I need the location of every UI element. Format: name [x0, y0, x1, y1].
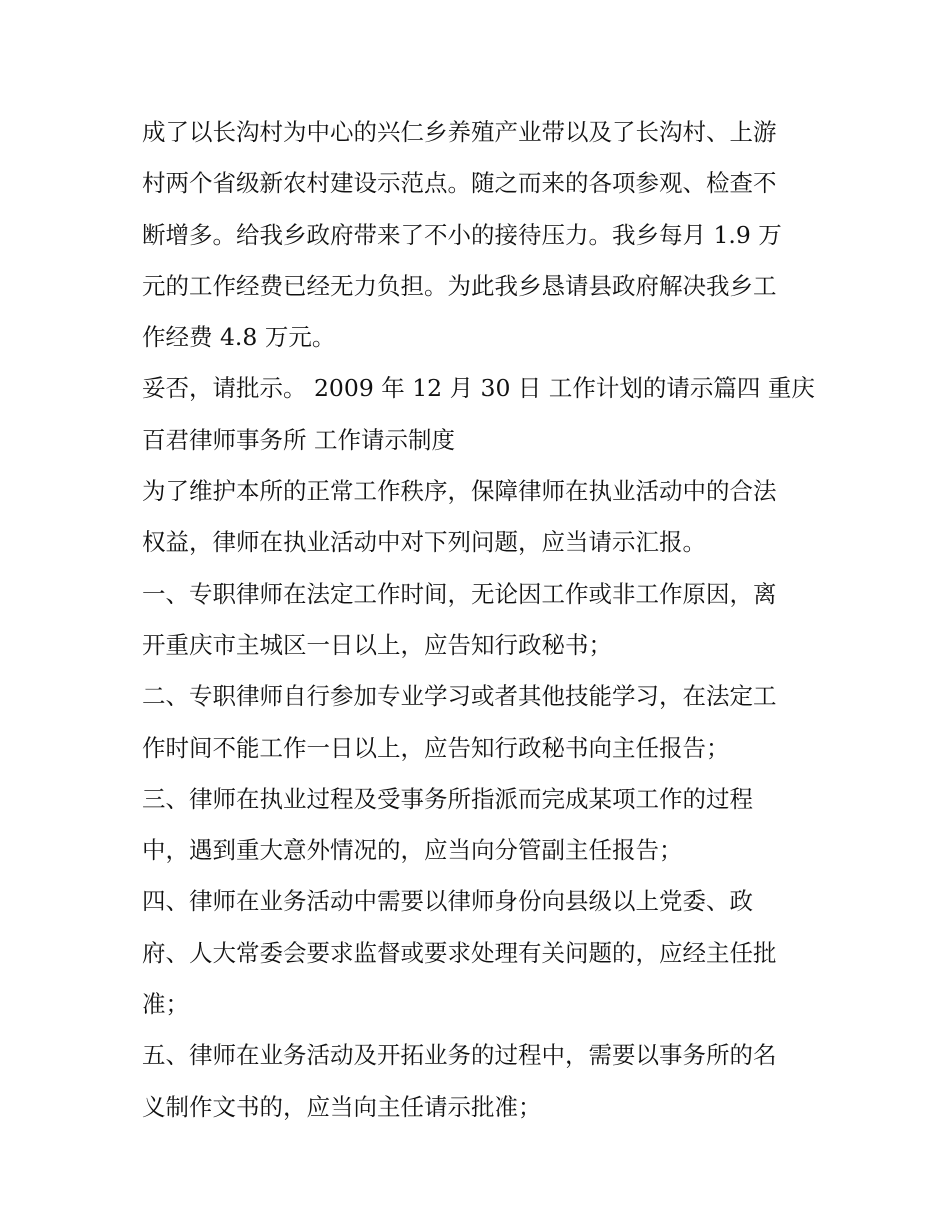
text-line: 村两个省级新农村建设示范点。随之而来的各项参观、检查不 [142, 169, 777, 198]
text-line: 作经费 4.8 万元。 [142, 323, 336, 352]
text-line: 五、律师在业务活动及开拓业务的过程中，需要以事务所的名 [142, 1041, 777, 1070]
text-line: 权益，律师在执业活动中对下列问题，应当请示汇报。 [142, 528, 706, 557]
text-line: 义制作文书的，应当向主任请示批准； [142, 1092, 542, 1121]
text-line: 三、律师在执业过程及受事务所指派而完成某项工作的过程 [142, 784, 753, 813]
text-line: 四、律师在业务活动中需要以律师身份向县级以上党委、政 [142, 887, 753, 916]
rule-item-2 [142, 671, 822, 774]
rule-item-4 [142, 876, 822, 1030]
text-line: 一、专职律师在法定工作时间，无论因工作或非工作原因，离 [142, 579, 777, 608]
text-line: 断增多。给我乡政府带来了不小的接待压力。我乡每月 1.9 万 [142, 220, 782, 249]
text-line: 准； [142, 990, 189, 1019]
text-line: 百君律师事务所 工作请示制度 [142, 425, 455, 454]
rule-item-3 [142, 774, 822, 877]
rule-item-5 [142, 1030, 822, 1133]
paragraph-funding-request [142, 107, 822, 363]
rule-item-1 [142, 569, 822, 672]
paragraph-intro [142, 466, 822, 569]
paragraph-closing-and-heading [142, 363, 822, 466]
text-line: 中，遇到重大意外情况的，应当向分管副主任报告； [142, 836, 683, 865]
text-line: 妥否，请批示。 2009 年 12 月 30 日 工作计划的请示篇四 重庆 [142, 374, 815, 403]
text-line: 成了以长沟村为中心的兴仁乡养殖产业带以及了长沟村、上游 [142, 118, 777, 146]
text-line: 元的工作经费已经无力负担。为此我乡恳请县政府解决我乡工 [142, 271, 777, 300]
text-line: 为了维护本所的正常工作秩序，保障律师在执业活动中的合法 [142, 477, 777, 506]
text-line: 作时间不能工作一日以上，应告知行政秘书向主任报告； [142, 733, 730, 762]
text-line: 二、专职律师自行参加专业学习或者其他技能学习，在法定工 [142, 682, 777, 711]
text-line: 府、人大常委会要求监督或要求处理有关问题的，应经主任批 [142, 938, 777, 967]
document-body [142, 107, 822, 1133]
text-line: 开重庆市主城区一日以上，应告知行政秘书； [142, 630, 612, 659]
